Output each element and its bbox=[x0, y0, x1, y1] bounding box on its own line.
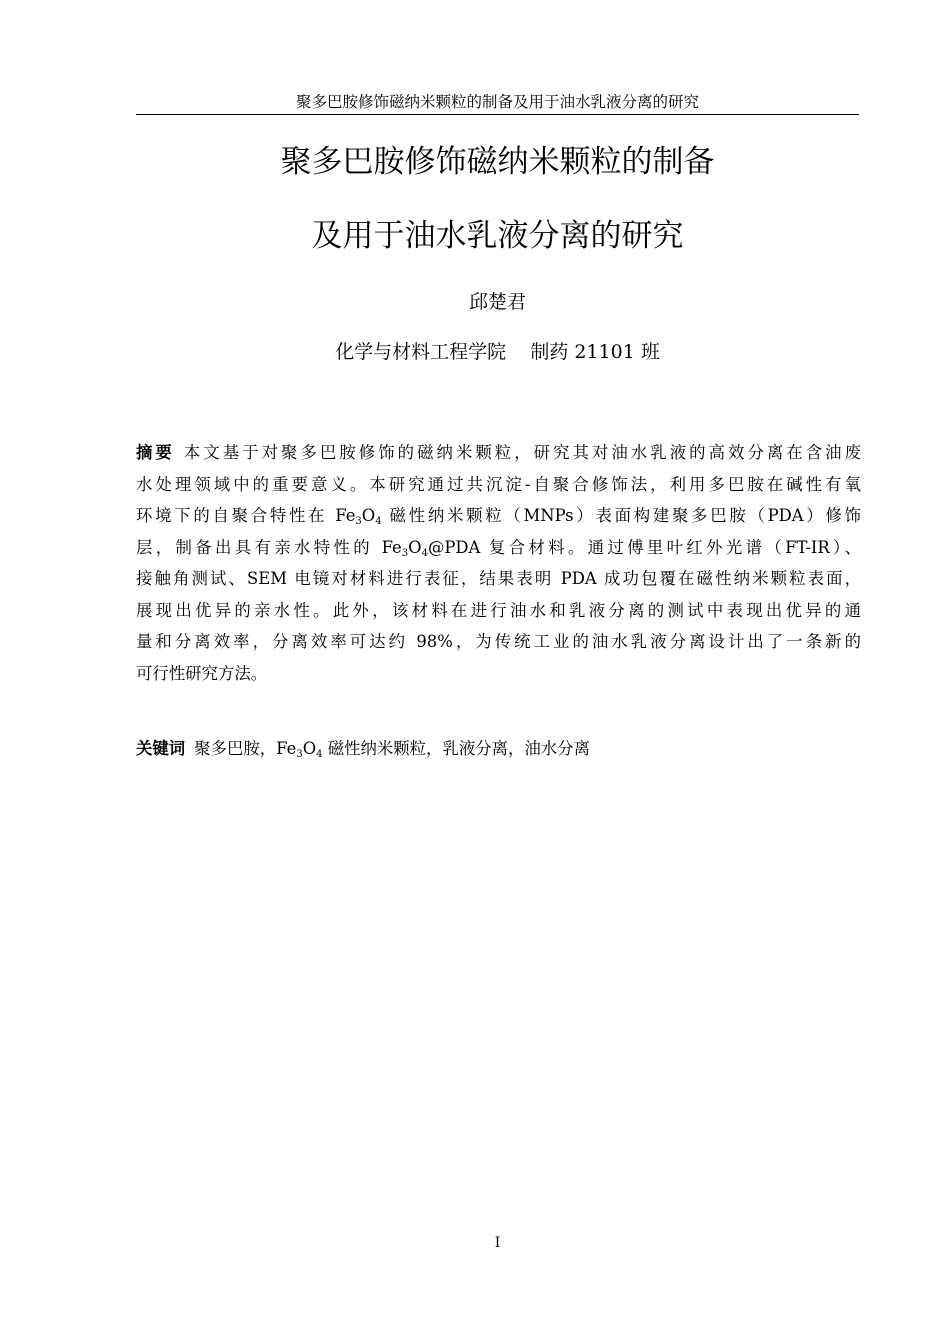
subscript-3: 3 bbox=[355, 516, 362, 527]
page-number: I bbox=[494, 1235, 501, 1251]
abstract-line-4 bbox=[136, 532, 861, 564]
abstract-text-4a: 层，制备出具有亲水特性的 Fe bbox=[136, 537, 402, 557]
subscript-4: 4 bbox=[316, 749, 323, 760]
keywords-text-1: 聚多巴胺，Fe bbox=[194, 739, 297, 758]
abstract bbox=[136, 437, 861, 689]
letter-o: O bbox=[361, 506, 376, 525]
abstract-line-7: 量和分离效率，分离效率可达约 98%，为传统工业的油水乳液分离设计出了一条新的 bbox=[136, 632, 861, 651]
abstract-line-1 bbox=[136, 437, 861, 469]
subscript-3: 3 bbox=[296, 749, 303, 760]
abstract-text-4b: @PDA 复合材料。通过傅里叶红外光谱（FT-IR）、 bbox=[427, 537, 861, 557]
abstract-line-2: 水处理领域中的重要意义。本研究通过共沉淀-自聚合修饰法，利用多巴胺在碱性有氧 bbox=[136, 474, 861, 494]
class-name: 制药 21101 班 bbox=[530, 341, 660, 363]
school-name: 化学与材料工程学院 bbox=[335, 341, 507, 363]
abstract-line-8: 可行性研究方法。 bbox=[136, 663, 268, 683]
running-header-title: 聚多巴胺修饰磁纳米颗粒的制备及用于油水乳液分离的研究 bbox=[295, 93, 699, 111]
subscript-3: 3 bbox=[401, 547, 409, 559]
keywords-label: 关键词 bbox=[136, 739, 186, 758]
affiliation bbox=[136, 339, 859, 365]
keywords bbox=[136, 736, 861, 762]
title-line-1: 聚多巴胺修饰磁纳米颗粒的制备 bbox=[280, 144, 715, 180]
keywords-text-2: 磁性纳米颗粒，乳液分离，油水分离 bbox=[322, 739, 590, 758]
abstract-line-6: 展现出优异的亲水性。此外，该材料在进行油水和乳液分离的测试中表现出优异的通 bbox=[136, 600, 861, 620]
letter-o: O bbox=[408, 537, 422, 557]
abstract-text-1: 本文基于对聚多巴胺修饰的磁纳米颗粒，研究其对油水乳液的高效分离在含油废 bbox=[183, 443, 862, 462]
abstract-line-5: 接触角测试、SEM 电镜对材料进行表征，结果表明 PDA 成功包覆在磁性纳米颗粒表面， bbox=[136, 569, 861, 588]
subscript-4: 4 bbox=[375, 516, 382, 527]
abstract-text-3a: 环境下的自聚合特性在 Fe bbox=[136, 506, 356, 525]
letter-o: O bbox=[302, 739, 317, 758]
paper-title bbox=[136, 142, 859, 256]
abstract-text-3b: 磁性纳米颗粒（MNPs）表面构建聚多巴胺（PDA）修饰 bbox=[381, 506, 862, 525]
abstract-line-3 bbox=[136, 500, 861, 532]
running-header bbox=[136, 92, 859, 115]
title-line-2: 及用于油水乳液分离的研究 bbox=[311, 218, 684, 254]
author-name: 邱楚君 bbox=[468, 291, 526, 313]
abstract-label: 摘要 bbox=[136, 443, 175, 462]
subscript-4: 4 bbox=[421, 547, 428, 559]
